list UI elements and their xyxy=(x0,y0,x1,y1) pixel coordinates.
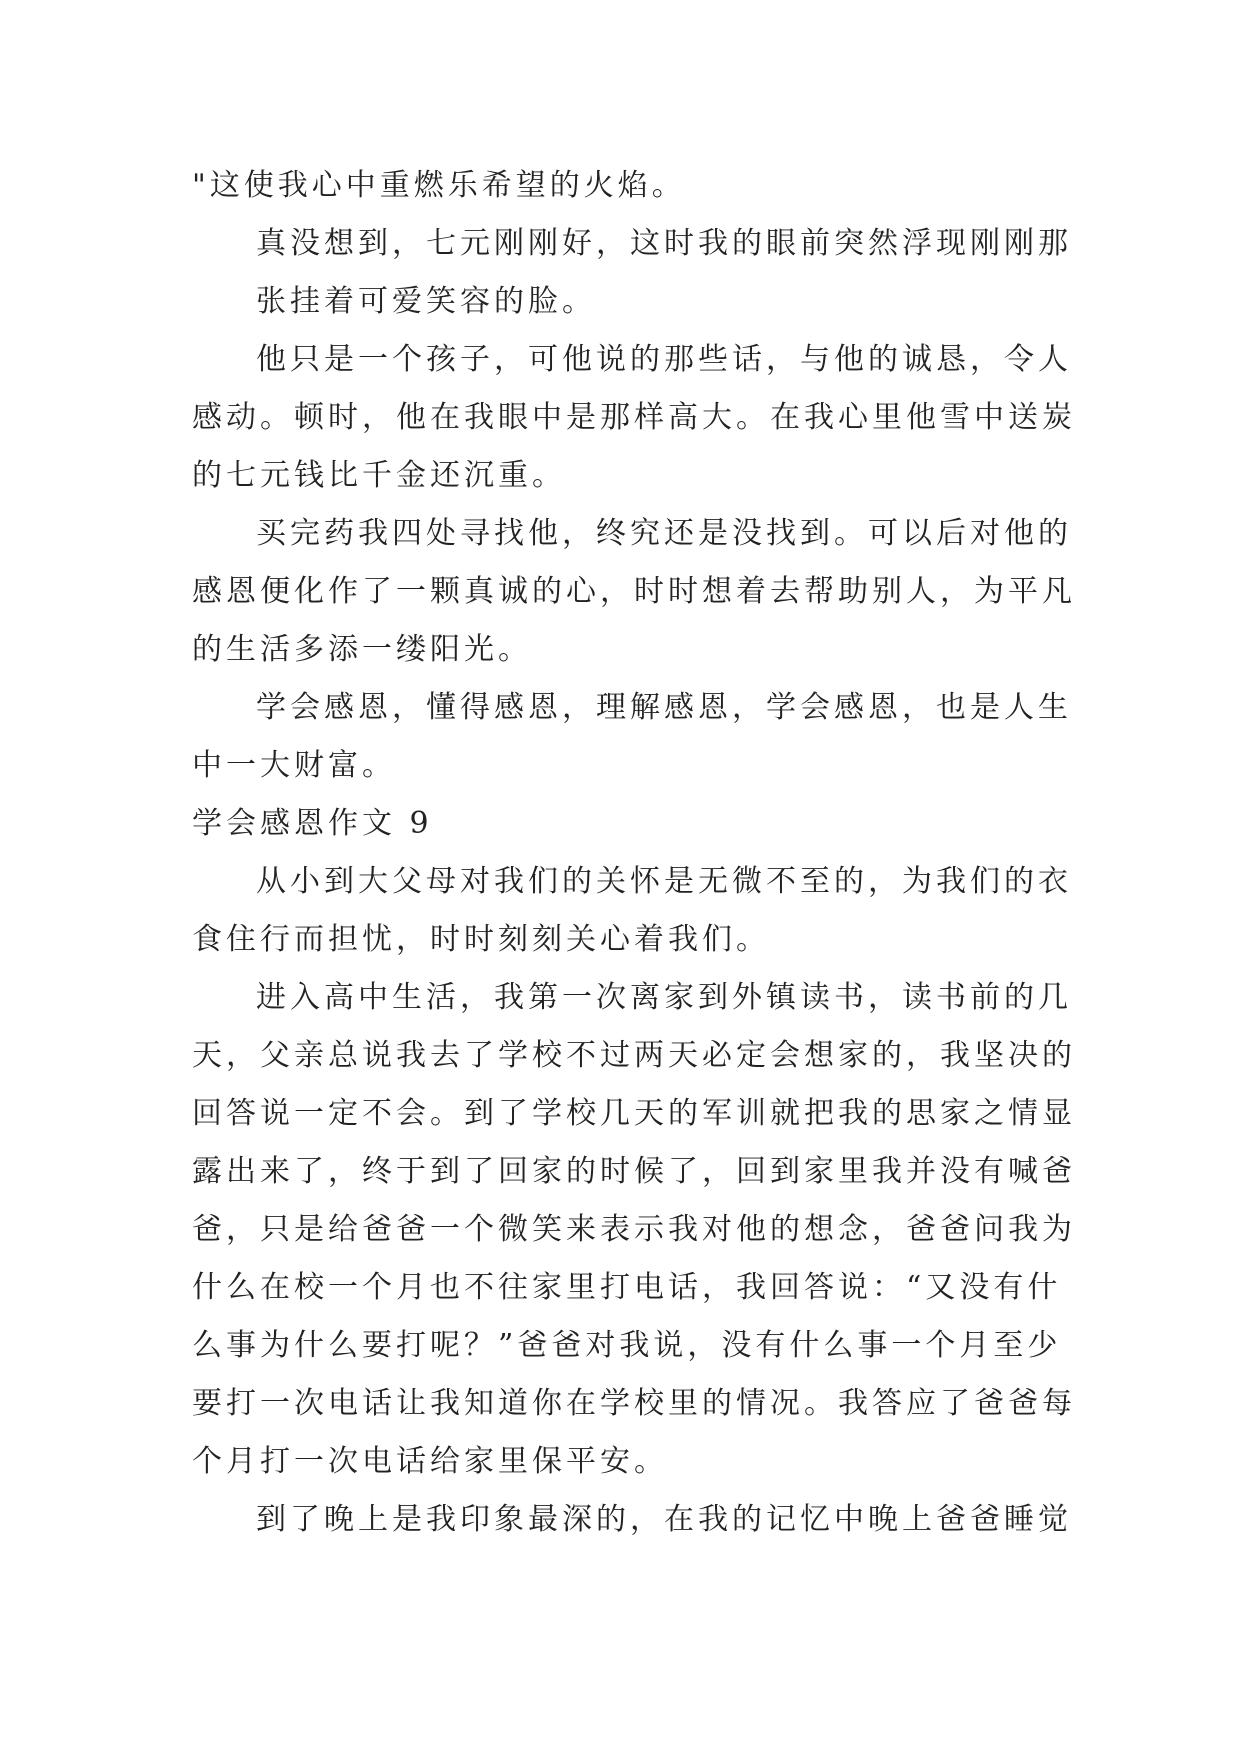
text-line: 食住行而担忧，时时刻刻关心着我们。 xyxy=(192,922,770,957)
text-line: 爸，只是给爸爸一个微笑来表示我对他的想念，爸爸问我为 xyxy=(192,1212,1076,1247)
text-line: 要打一次电话让我知道你在学校里的情况。我答应了爸爸每 xyxy=(192,1386,1076,1421)
paragraph xyxy=(192,1491,1072,1549)
heading-text: 学会感恩作文 9 xyxy=(192,806,433,841)
text-line: 从小到大父母对我们的关怀是无微不至的，为我们的衣 xyxy=(256,864,1072,899)
text-line: 感动。顿时，他在我眼中是那样高大。在我心里他雪中送炭 xyxy=(192,400,1076,435)
text-line: 买完药我四处寻找他，终究还是没找到。可以后对他的 xyxy=(256,516,1072,551)
text-line: "这使我心中重燃乐希望的火焰。 xyxy=(192,168,686,203)
section-heading xyxy=(192,795,1052,853)
text-line: 学会感恩，懂得感恩，理解感恩，学会感恩，也是人生 xyxy=(256,690,1072,725)
text-line: 张挂着可爱笑容的脸。 xyxy=(256,284,596,319)
paragraph xyxy=(192,505,1076,679)
text-line: 的七元钱比千金还沉重。 xyxy=(192,458,566,493)
text-line: 中一大财富。 xyxy=(192,748,396,783)
paragraph xyxy=(192,969,1076,1491)
document-body xyxy=(192,157,1076,1549)
text-line: 的生活多添一缕阳光。 xyxy=(192,632,532,667)
text-line: 么事为什么要打呢？”爸爸对我说，没有什么事一个月至少 xyxy=(192,1328,1062,1363)
text-line: 个月打一次电话给家里保平安。 xyxy=(192,1444,668,1479)
text-line: 他只是一个孩子，可他说的那些话，与他的诚恳，令人 xyxy=(256,342,1072,377)
paragraph xyxy=(192,331,1076,505)
paragraph xyxy=(192,853,1072,969)
text-line: 回答说一定不会。到了学校几天的军训就把我的思家之情显 xyxy=(192,1096,1076,1131)
paragraph xyxy=(192,215,1072,331)
text-line: 天，父亲总说我去了学校不过两天必定会想家的，我坚决的 xyxy=(192,1038,1076,1073)
text-line: 进入高中生活，我第一次离家到外镇读书，读书前的几 xyxy=(256,980,1072,1015)
text-line: 露出来了，终于到了回家的时候了，回到家里我并没有喊爸 xyxy=(192,1154,1076,1189)
paragraph xyxy=(192,679,1072,795)
paragraph xyxy=(192,157,1052,215)
text-line: 真没想到，七元刚刚好，这时我的眼前突然浮现刚刚那 xyxy=(256,226,1072,261)
text-line: 感恩便化作了一颗真诚的心，时时想着去帮助别人，为平凡 xyxy=(192,574,1076,609)
text-line: 到了晚上是我印象最深的，在我的记忆中晚上爸爸睡觉 xyxy=(256,1502,1072,1537)
text-line: 什么在校一个月也不往家里打电话，我回答说：“又没有什 xyxy=(192,1270,1062,1305)
